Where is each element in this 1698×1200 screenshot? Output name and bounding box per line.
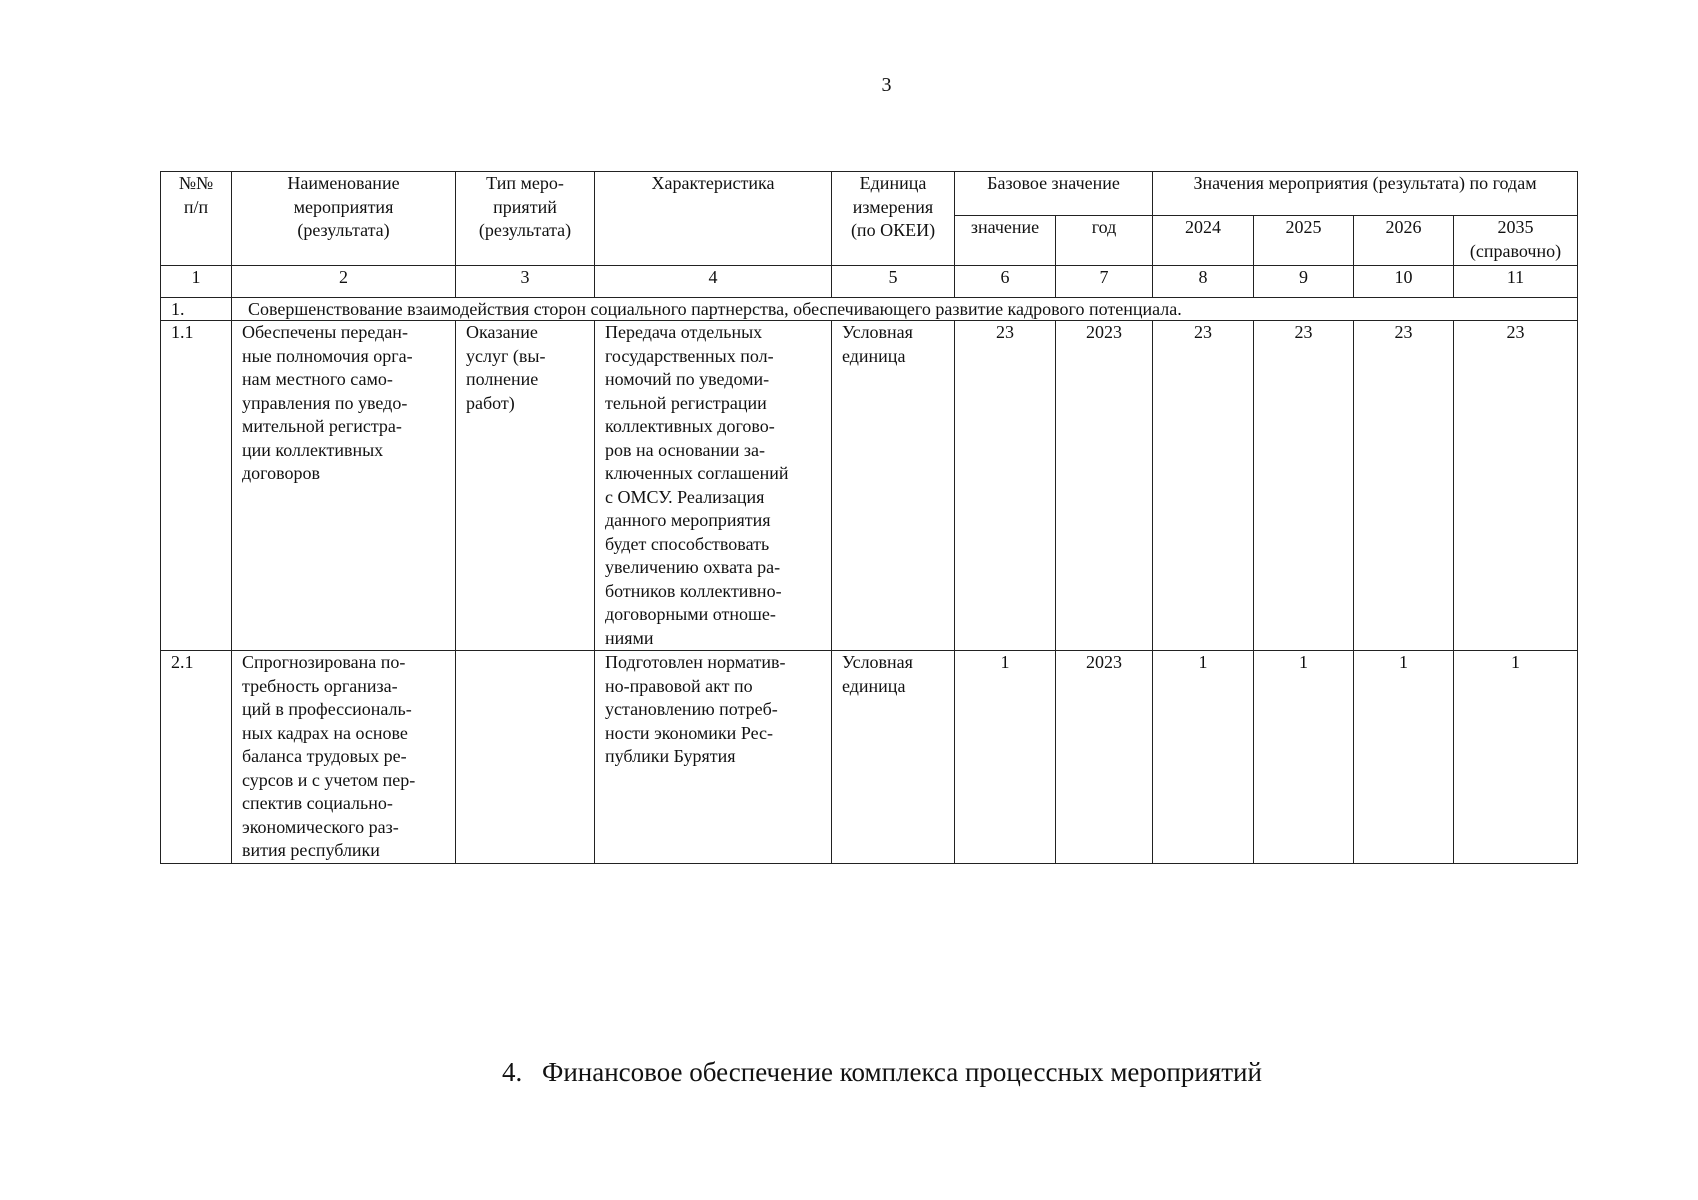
row-base-value: 1: [955, 651, 1056, 864]
column-number: 10: [1354, 266, 1454, 298]
row-value-2035: 1: [1454, 651, 1578, 864]
header-name: Наименование мероприятия (результата): [232, 172, 456, 266]
row-characteristic: Передача отдельных государственных пол- номочий по уведоми- тельной регистрации коллективных догово- ров на основании за- ключенных соглашений с ОМСУ. Реализация данного мероприятия будет способствовать увеличению охвата ра- ботников коллективно- договорными отноше- ниями: [595, 321, 832, 651]
row-number: 1.1: [161, 321, 232, 651]
row-characteristic: Подготовлен норматив- но-правовой акт по установлению потреб- ности экономики Рес- публики Бурятия: [595, 651, 832, 864]
row-value-2026: 1: [1354, 651, 1454, 864]
column-number: 1: [161, 266, 232, 298]
column-number: 5: [832, 266, 955, 298]
header-num: №№ п/п: [161, 172, 232, 266]
header-row-1: [161, 172, 1578, 216]
header-year-2025: 2025: [1254, 216, 1354, 266]
row-type: [456, 651, 595, 864]
header-year-2035: 2035 (справочно): [1454, 216, 1578, 266]
row-type: Оказание услуг (вы- полнение работ): [456, 321, 595, 651]
row-unit: Условная единица: [832, 651, 955, 864]
row-base-year: 2023: [1056, 651, 1153, 864]
column-number: 3: [456, 266, 595, 298]
column-number: 6: [955, 266, 1056, 298]
row-value-2026: 23: [1354, 321, 1454, 651]
row-number: 2.1: [161, 651, 232, 864]
results-table: [160, 171, 1578, 864]
header-values-by-years: Значения мероприятия (результата) по годам: [1153, 172, 1578, 216]
header-base-sub-value: значение: [955, 216, 1056, 266]
column-number: 2: [232, 266, 456, 298]
table-row: [161, 321, 1578, 651]
row-value-2025: 1: [1254, 651, 1354, 864]
row-base-year: 2023: [1056, 321, 1153, 651]
header-characteristic: Характеристика: [595, 172, 832, 266]
page-number: 3: [881, 74, 892, 96]
section-heading-text: Финансовое обеспечение комплекса процессных мероприятий: [542, 1057, 1262, 1087]
column-number: 9: [1254, 266, 1354, 298]
section-number: 1.: [161, 298, 232, 321]
row-unit: Условная единица: [832, 321, 955, 651]
section-row: [161, 298, 1578, 321]
row-name: Спрогнозирована по- требность организа- ций в профессиональ- ных кадрах на основе баланса трудовых ре- сурсов и с учетом пер- спектив социально- экономического раз- вития республики: [232, 651, 456, 864]
header-year-2024: 2024: [1153, 216, 1254, 266]
row-value-2024: 1: [1153, 651, 1254, 864]
column-number-row: [161, 266, 1578, 298]
header-type: Тип меро- приятий (результата): [456, 172, 595, 266]
row-value-2035: 23: [1454, 321, 1578, 651]
table-row: [161, 651, 1578, 864]
header-base-sub-year: год: [1056, 216, 1153, 266]
section-heading-number: 4.: [502, 1057, 523, 1087]
column-number: 4: [595, 266, 832, 298]
column-number: 7: [1056, 266, 1153, 298]
row-value-2025: 23: [1254, 321, 1354, 651]
row-name: Обеспечены передан- ные полномочия орга- нам местного само- управления по уведо- мительной регистра- ции коллективных договоров: [232, 321, 456, 651]
column-number: 8: [1153, 266, 1254, 298]
row-value-2024: 23: [1153, 321, 1254, 651]
column-number: 11: [1454, 266, 1578, 298]
section-title: Совершенствование взаимодействия сторон социального партнерства, обеспечивающего развитие кадрового потенциала.: [232, 298, 1578, 321]
header-base-value: Базовое значение: [955, 172, 1153, 216]
row-base-value: 23: [955, 321, 1056, 651]
header-year-2026: 2026: [1354, 216, 1454, 266]
section-heading: [502, 1057, 1262, 1088]
header-unit: Единица измерения (по ОКЕИ): [832, 172, 955, 266]
